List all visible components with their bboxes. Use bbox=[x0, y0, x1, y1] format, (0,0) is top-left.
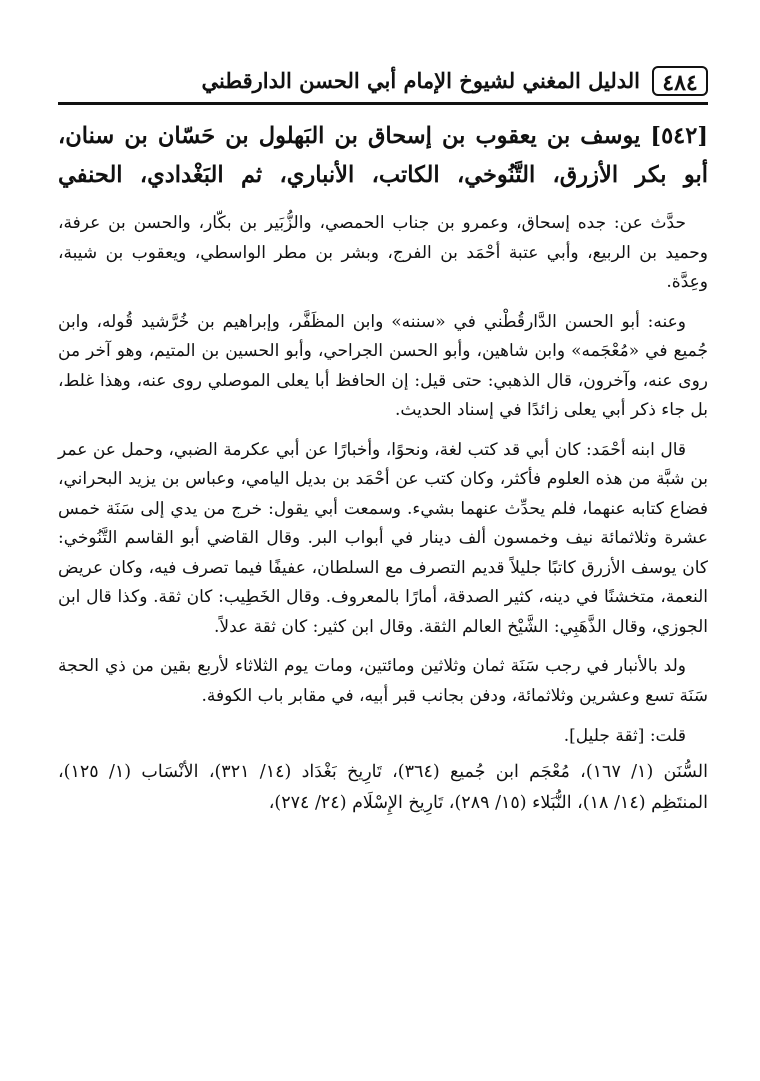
paragraph-students: وعنه: أبو الحسن الدَّارقُطْني في «سننه» وابن المظَفَّر، وإبراهيم بن خُرَّشيد قُوله، وابن جُميع في «مُعْجَمه» وابن شاهين، وأبو الحسن الجراحي، وأبو الحسين بن المتيم، وهو آخر من روى عنه، وآخرون، قال الذهبي: حتى قيل: إن الحافظ أبا يعلى الموصلي روى عنه، وهذا غلط، بل جاء ذكر أبي يعلى زائدًا في إسناد الحديث. bbox=[58, 311, 708, 420]
page-header bbox=[58, 60, 708, 105]
book-page bbox=[58, 60, 708, 819]
paragraph-birth-death: ولد بالأنبار في رجب سَنَة ثمان وثلاثين ومائتين، ومات يوم الثلاثاء لأربع بقين من ذي الحجة سَنَة تسع وعشرين وثلاثمائة، ودفن بجانب قبر أبيه، في مقابر باب الكوفة. bbox=[58, 656, 708, 706]
entry-number: [٥٤٢] bbox=[650, 123, 708, 149]
running-title: الدليل المغني لشيوخ الإمام أبي الحسن الدارقطني bbox=[201, 68, 640, 93]
entry-title: يوسف بن يعقوب بن إسحاق بن البَهلول بن حَسّان بن سنان، أبو بكر الأزرق، التَّنُوخي، الكاتب، الأنباري، ثم البَغْدادي، الحنفي bbox=[58, 123, 708, 188]
page-number: ٤٨٤ bbox=[652, 66, 708, 96]
entry-heading bbox=[58, 117, 708, 195]
author-verdict: قلت: [ثقة جليل]. bbox=[563, 726, 686, 746]
source-references: السُّنَن (١/ ١٦٧)، مُعْجَم ابن جُميع (٣٦٤)، تَارِيخ بَغْدَاد (١٤/ ٣٢١)، الأنْسَاب (١/ ١٢٥)، المنتَظِم (١٤/ ١٨)، النُّبَلاء (١٥/ ٢٨٩)، تَارِيخ الإِسْلَام (٢٤/ ٢٧٤)، bbox=[58, 762, 708, 813]
paragraph-biography: قال ابنه أحْمَد: كان أبي قد كتب لغة، ونحوًا، وأخبارًا عن أبي عكرمة الضبي، وحمل عن عمر بن شبَّة من هذه العلوم فأكثر، وكان كتب عن أحْمَد بن بديل اليامي، وعباس بن يزيد البحراني، فضاع كتابه عنهما، فلم يحدِّث عنهما بشيء. وسمعت أبي يقول: خرج من يدي إلى سَنَة خمس عشرة وثلاثمائة نيف وخمسون ألف دينار في أبواب البر. وقال القاضي أبو القاسم التَّنُوخي: كان يوسف الأزرق كاتبًا جليلاً قديم التصرف مع السلطان، عفيفًا فيما تصرف فيه، وكان عريض النعمة، متخشنًا في دينه، كثير الصدقة، أمارًا بالمعروف. وقال الخَطِيب: كان ثقة. وكذا قال ابن الجوزي، وقال الذَّهَبِي: الشَّيْخ العالم الثقة. وقال ابن كثير: كان ثقة عدلاً. bbox=[58, 439, 708, 637]
paragraph-teachers: حدَّث عن: جده إسحاق، وعمرو بن جناب الحمصي، والزُّبَير بن بكّار، والحسن بن عرفة، وحميد بن الربيع، وأبي عتبة أحْمَد بن الفرج، وبشر بن مطر الواسطي، ويعقوب بن شيبة، وعِدَّة. bbox=[58, 213, 708, 292]
